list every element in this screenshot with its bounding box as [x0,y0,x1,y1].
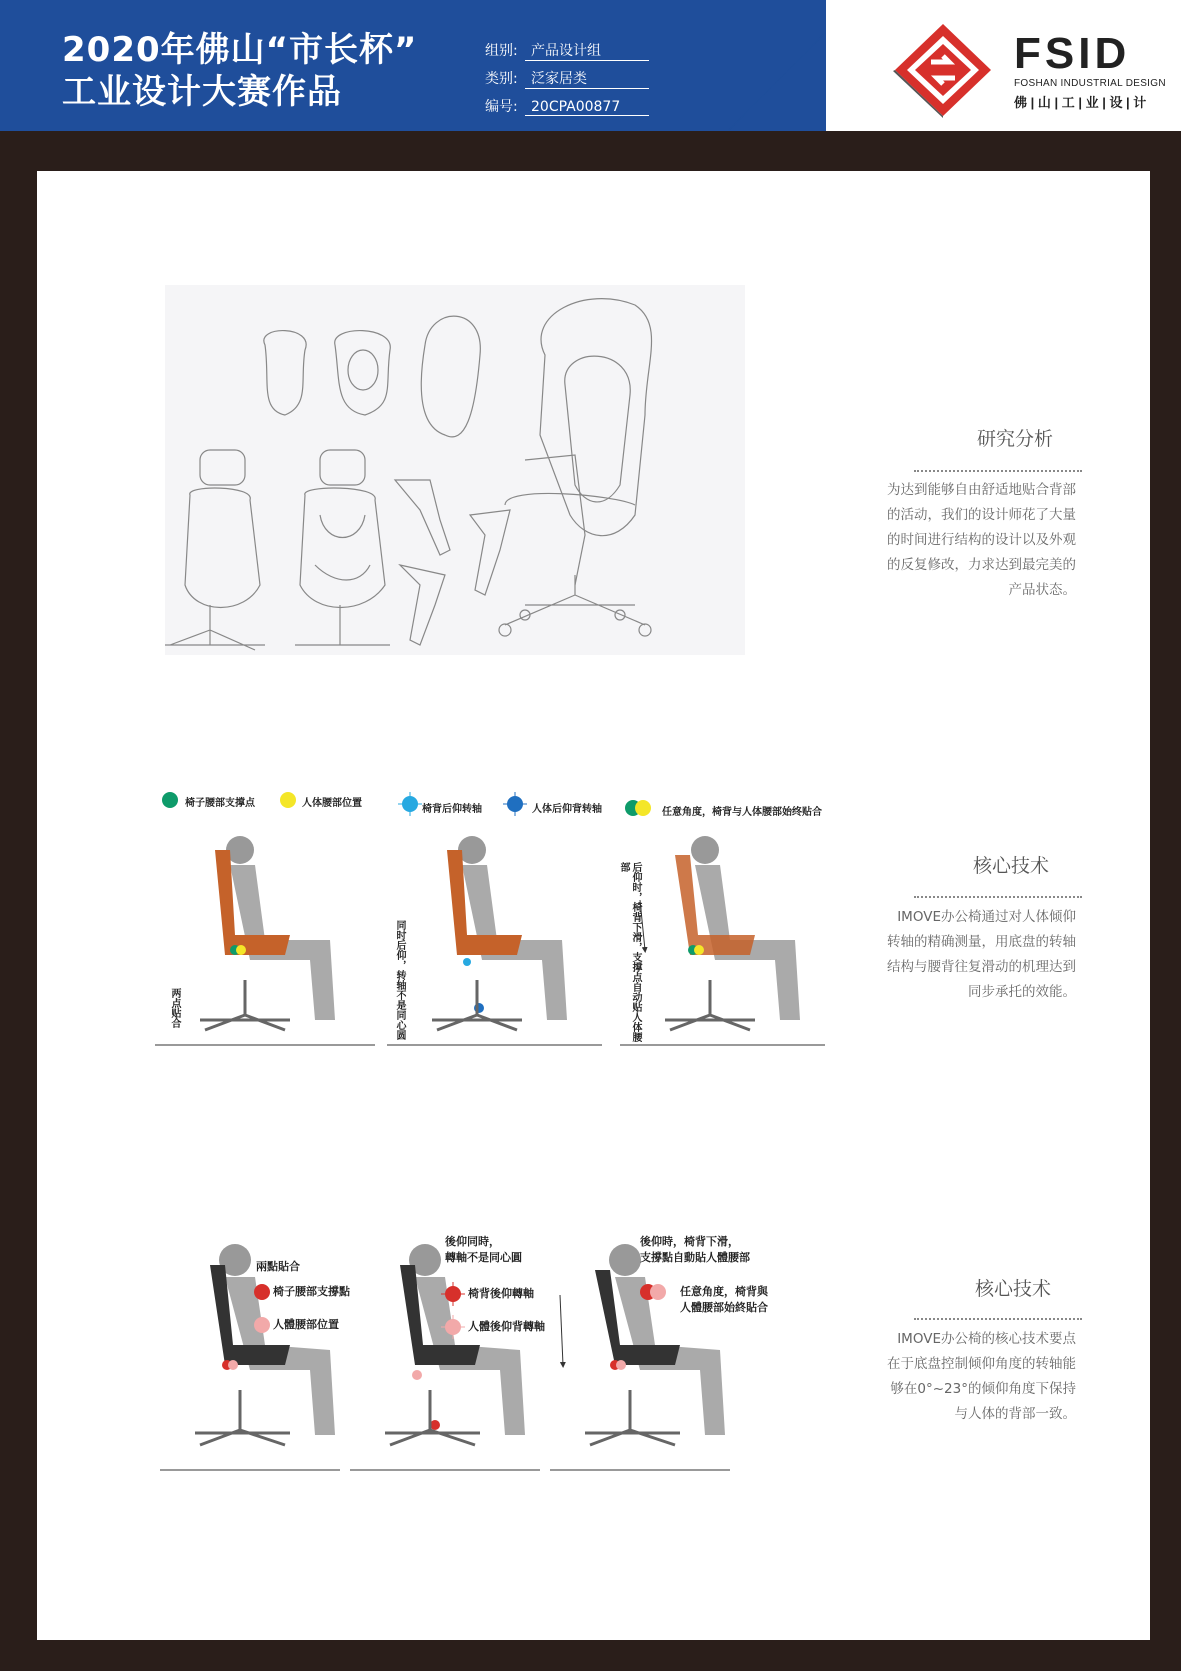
yellow-dot-icon [280,792,296,808]
chair-figure-2 [387,836,602,1045]
legend-label: 人体后仰背转轴 [532,804,602,815]
field-value: 产品设计组 [525,40,649,61]
section-divider [914,1318,1082,1320]
section-divider [914,470,1082,472]
section-body: 为达到能够自由舒适地贴合背部的活动，我们的设计师花了大量的时间进行结构的设计以及外观的反复修改，力求达到最完美的产品状态。 [887,482,1076,598]
note-vertical: 后仰时，椅背下滑，支撑点自动贴人体腰部 [618,862,641,1042]
red-dot-icon [254,1284,270,1300]
field-value: 20CPA00877 [525,99,649,116]
note-vertical: 同时后仰，转轴不是同心圆 [394,920,405,1040]
chair-figure-a [160,1244,340,1470]
crosshair-icon [441,1282,465,1306]
section-divider [914,896,1082,898]
section-title: 核心技术 [975,1278,1052,1300]
pink-dot-icon [650,1284,666,1300]
legend-label: 椅子腰部支撑点 [185,798,255,809]
header-field-group [485,40,649,61]
field-label: 编号: [485,99,518,115]
sketch-drawings [165,285,745,655]
panel2-item: 椅背後仰轉軸 [468,1287,534,1300]
logo-wordmark: FSID [1014,29,1131,78]
logo-subtitle-cn: 佛 | 山 | 工 | 业 | 设 | 计 [1014,95,1147,110]
crosshair-icon [441,1315,465,1339]
panel3-title: 後仰時，椅背下滑， 支撐點自動貼人體腰部 [640,1235,750,1264]
yellow-dot-icon [635,800,651,816]
panel1-item: 人體腰部位置 [273,1318,339,1331]
panel3-item: 任意角度，椅背與 人體腰部始終貼合 [680,1285,768,1314]
section-body: IMOVE办公椅的核心技术要点在于底盘控制倾仰角度的转轴能够在0°~23°的倾仰角度下保持与人体的背部一致。 [887,1331,1076,1422]
header-field-category [485,68,649,89]
chair-figure-b [350,1244,540,1470]
header-triangle-decor [728,32,826,131]
chair-figure-3 [620,836,825,1045]
legend-label: 人体腰部位置 [302,798,362,809]
green-dot-icon [162,792,178,808]
diagram1-chair-figures [155,830,825,1050]
page-header [0,0,1181,131]
diagram2-chair-figures [155,1235,755,1475]
section-title: 核心技术 [973,855,1050,877]
header-title-line2: 工业设计大赛作品 [62,72,342,112]
header-field-number [485,96,649,116]
section-title: 研究分析 [977,428,1054,450]
crosshair-icon [503,792,527,816]
crosshair-icon [398,792,422,816]
field-value: 泛家居类 [525,68,649,89]
field-label: 组别: [485,43,518,59]
field-label: 类别: [485,71,518,87]
fsid-logo-mark [893,22,1003,118]
chair-figure-c [550,1244,730,1470]
pink-dot-icon [254,1317,270,1333]
panel1-title: 兩點貼合 [256,1260,300,1273]
panel1-item: 椅子腰部支撐點 [273,1285,350,1298]
note-vertical: 两点贴合 [169,988,180,1028]
panel2-title: 後仰同時， 轉軸不是同心圓 [445,1235,522,1264]
logo-subtitle-en: FOSHAN INDUSTRIAL DESIGN [1014,78,1166,89]
legend-label: 椅背后仰转轴 [422,804,482,815]
header-title-line1: 2020年佛山“市长杯” [62,30,418,70]
section-body: IMOVE办公椅通过对人体倾仰转轴的精确测量，用底盘的转轴结构与腰背往复滑动的机理达到同步承托的效能。 [887,909,1076,1000]
chair-figure-1 [155,836,375,1045]
panel2-item: 人體後仰背轉軸 [468,1320,545,1333]
legend-label: 任意角度，椅背与人体腰部始终贴合 [662,807,822,818]
